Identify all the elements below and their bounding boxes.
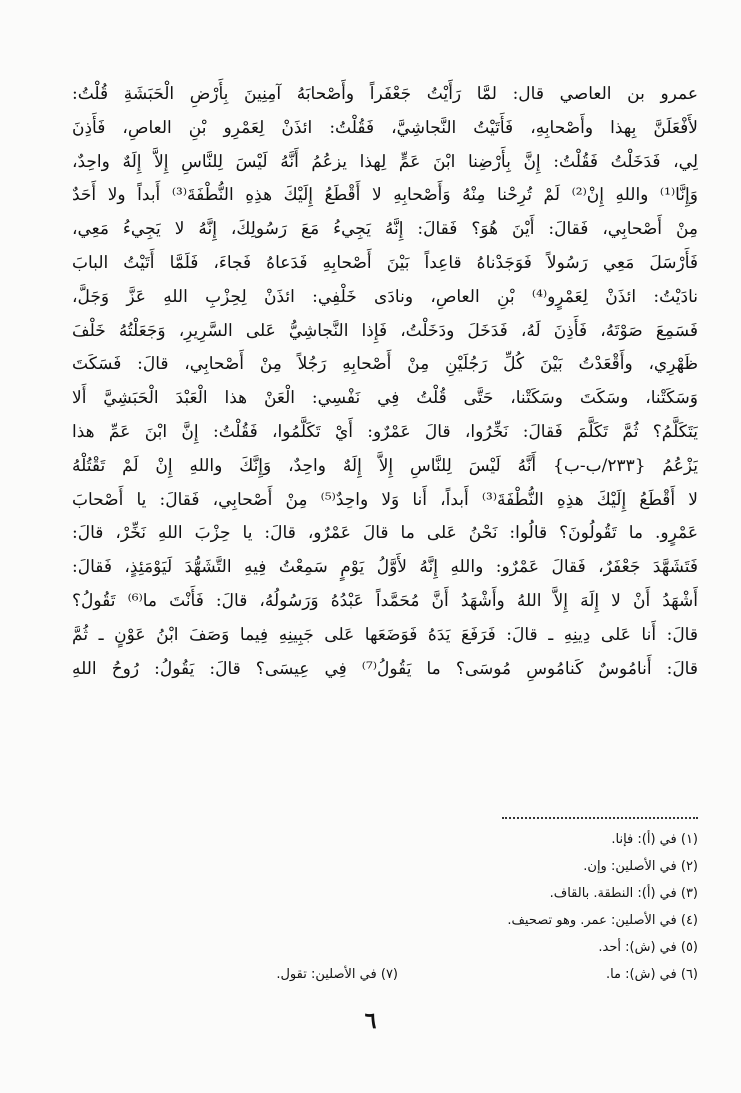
footnote-number: (١) — [680, 832, 698, 847]
footnote-1 — [611, 826, 698, 853]
text-line: قالَ: أَنا عَلى دِينِهِ ـ قالَ: فَرَفَعَ يَدَهُ فَوَضَعَها عَلى جَبِينِهِ فِيما وَصَفَ ابْنُ عَوْنٍ ـ ثُمَّ — [72, 624, 698, 645]
text-line: عَمْرٍو. ما تَقُولُونَ؟ قالُوا: نَحْنُ عَلى ما قالَ عَمْرٌو، قالَ: يا حِزْبَ اللهِ نَخِّرْ، قالَ: — [72, 523, 698, 544]
footnote-4 — [507, 907, 698, 934]
text-line: عمرو بن العاصي قال: لمَّا رَأَيْتُ جَعْفَراً وأَصْحابَهُ آمِنِينَ بِأَرْضِ الْحَبَشَةِ قُلْتُ: — [72, 84, 698, 104]
text-line: أَشْهَدُ أَنْ لا إِلَهَ إِلاَّ اللهُ وأَشْهَدُ أَنَّ مُحَمَّداً عَبْدُهُ وَرَسُولُهُ، قالَ: فَأَنْتَ ما⁽⁶⁾ تَقُولُ؟ — [72, 590, 698, 611]
footnote-number: (٢) — [680, 859, 698, 874]
footnote-6 — [606, 961, 698, 988]
footnote-2 — [583, 853, 698, 880]
text-line: فَأَرْسَلَ مَعِي رَسُولاً فَوَجَدْناهُ قاعِداً بَيْنَ أَصْحابِهِ فَدَعاهُ فَجاءَ، فَلَمَّا أَتَيْتُ البابَ — [72, 252, 698, 273]
text-line: نادَيْتُ: ائذَنْ لِعَمْرٍو⁽⁴⁾ بْنِ العاصِ، ونادَى خَلْفِي: ائذَنْ لِحِزْبِ اللهِ عَزَّ وَجَلَّ، — [72, 286, 698, 307]
footnote-separator — [502, 817, 698, 819]
footnote-7 — [276, 961, 398, 988]
text-line: لأَفْعَلَنَّ بِهذا وأَصْحابِهِ، فَأَتَيْتُ النَّجاشِيَّ، فَقُلْتُ: ائذَنْ لِعَمْرِو بْنِ العاصِ، فَأَذِنَ — [72, 117, 698, 138]
footnote-number: (٧) — [380, 967, 398, 982]
page-number: ٦ — [364, 1008, 377, 1034]
text-line: وَإِنَّا⁽¹⁾ واللهِ إِنْ⁽²⁾ لَمْ تُرِحْنا مِنْهُ وَأَصْحابِهِ لا أَقْطَعُ إِلَيْكَ هذِهِ النُّطْفَةَ⁽³⁾ أَبداً ولا أَحَدٌ — [72, 185, 698, 206]
footnote-number: (٤) — [680, 913, 698, 928]
footnote-text: في (ش): أحد. — [598, 940, 677, 955]
text-line: لا أَقْطَعُ إِلَيْكَ هذِهِ النُّطْفَةَ⁽³⁾ أَبداً، أَنا وَلا واحِدٌ⁽⁵⁾ مِنْ أَصْحابِي، فَقالَ: يا أَصْحابَ — [72, 489, 698, 510]
text-line: قالَ: أَنامُوسٌ كَنامُوسِ مُوسَى؟ ما يَقُولُ⁽⁷⁾ فِي عِيسَى؟ قالَ: يَقُولُ: رُوحُ اللهِ — [72, 658, 698, 679]
footnotes — [72, 826, 698, 988]
text-line: ظَهْرِي، وأَقْعَدْتُ بَيْنَ كُلِّ رَجُلَيْنِ مِنْ أَصْحابِهِ رَجُلاً مِنْ أَصْحابِي، قالَ: فَسَكَتَ — [72, 354, 698, 375]
text-line: فَسَمِعَ صَوْتَهُ، فَأَذِنَ لَهُ، فَدَخَلَ ودَخَلْتُ، فَإِذا النَّجاشِيُّ عَلى السَّرِيرِ، وَجَعَلْتُهُ خَلْفَ — [72, 320, 698, 341]
text-line: وَسَكَتْنا، وسَكَتَ وسَكَتْنا، حَتَّى قُلْتُ فِي نَفْسِي: الْعَنْ هذا الْعَبْدَ الْحَبَشِيَّ أَلا — [72, 388, 698, 409]
footnote-3 — [550, 880, 698, 907]
text-line: فَتَشَهَّدَ جَعْفَرٌ، فَقالَ عَمْرٌو: واللهِ إِنَّهُ لأَوَّلُ يَوْمٍ سَمِعْتُ فِيهِ التَّشَهُّدَ لَيَوْمَئِذٍ، فَقالَ: — [72, 557, 698, 578]
main-text — [72, 78, 698, 686]
text-line: لِي، فَدَخَلْتُ فَقُلْتُ: إِنَّ بِأَرْضِنا ابْنَ عَمٍّ لِهذا يزعُمُ أَنَّهُ لَيْسَ لِلنَّاسِ إِلاَّ إِلَهٌ واحِدٌ، — [72, 151, 698, 172]
footnote-number: (٥) — [680, 940, 698, 955]
footnote-text: في (ش): ما. — [605, 967, 677, 982]
text-line: يَزْعُمُ {٢٣٣/ب-ب} أَنَّهُ لَيْسَ لِلنَّاسِ إِلاَّ إِلَهٌ واحِدٌ، وَإِنَّكَ واللهِ إِنْ لَمْ تَقْتُلْهُ — [72, 455, 698, 476]
footnote-number: (٦) — [680, 967, 698, 982]
footnote-text: في (أ): النطقة. بالقاف. — [549, 886, 677, 901]
footnote-text: في الأصلين: تقول. — [276, 967, 377, 982]
footnote-text: في (أ): فإنا. — [611, 832, 677, 847]
footnote-number: (٣) — [680, 886, 698, 901]
footnote-text: في الأصلين: وإن. — [583, 859, 677, 874]
text-line: يَتَكَلَّمُ؟ ثُمَّ تَكَلَّمَ فَقالَ: نَخِّرُوا، قالَ عَمْرٌو: أَيْ تَكَلَّمُوا، فَقُلْتُ: إِنَّ ابْنَ عَمِّ هذا — [72, 421, 698, 442]
footnote-5 — [598, 934, 698, 961]
text-line: مِنْ أَصْحابِي، فَقالَ: أَيْنَ هُوَ؟ فَقالَ: إِنَّهُ يَجِيءُ مَعَ رَسُولِكَ، إِنَّهُ لا يَجِيءُ مَعِي، — [72, 219, 698, 240]
footnote-text: في الأصلين: عمر. وهو تصحيف. — [507, 913, 677, 928]
